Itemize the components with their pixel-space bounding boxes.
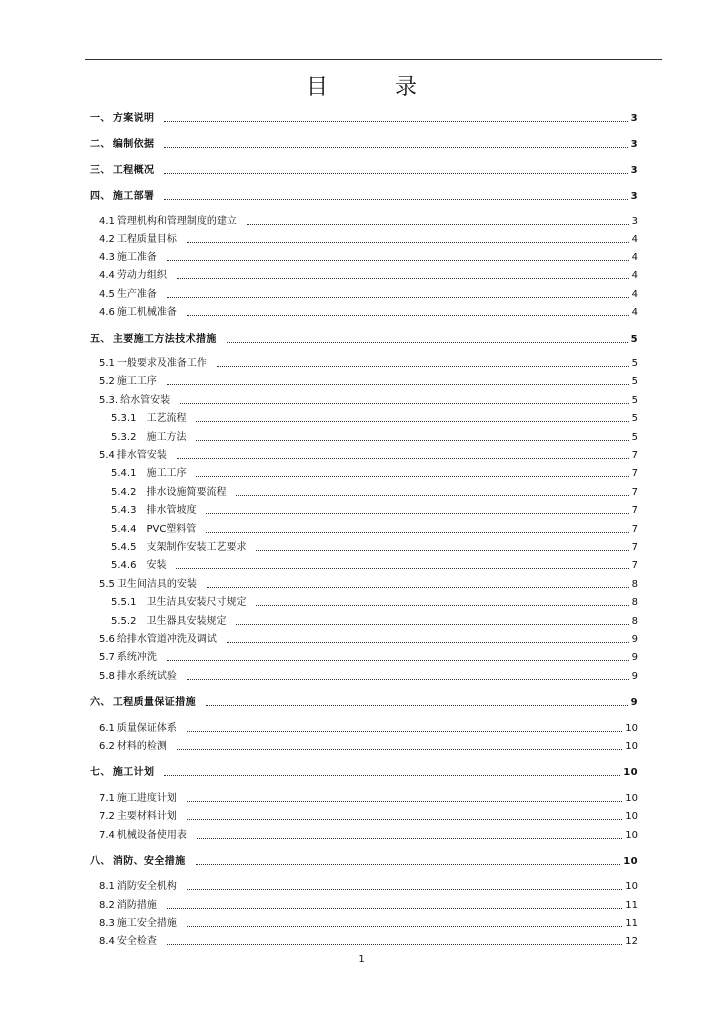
toc-entry[interactable] bbox=[90, 333, 638, 347]
toc-entry-label: PVC塑料管 bbox=[146, 524, 197, 535]
toc-entry-number: 5.5.1 bbox=[111, 597, 137, 608]
toc-entry-number: 5.3.1 bbox=[111, 413, 137, 424]
toc-entry-page: 7 bbox=[631, 487, 638, 498]
toc-entry-page: 3 bbox=[630, 165, 638, 176]
toc-dot-leader bbox=[187, 819, 622, 820]
toc-entry-label: 卫生器具安装规定 bbox=[146, 616, 227, 627]
toc-entry-number: 5.3. bbox=[99, 395, 119, 406]
toc-entry-label: 劳动力组织 bbox=[116, 270, 167, 281]
toc-entry[interactable] bbox=[111, 431, 638, 445]
toc-entry-page: 10 bbox=[623, 856, 638, 867]
toc-entry[interactable] bbox=[111, 412, 638, 426]
toc-entry-number: 三、 bbox=[90, 165, 111, 176]
toc-entry-label: 工程质量保证措施 bbox=[112, 697, 197, 708]
toc-entry[interactable] bbox=[99, 306, 638, 320]
toc-entry-page: 9 bbox=[631, 634, 638, 645]
toc-entry[interactable] bbox=[99, 829, 638, 843]
toc-entry-page: 10 bbox=[625, 793, 638, 804]
toc-entry-page: 8 bbox=[631, 616, 638, 627]
toc-dot-leader bbox=[177, 278, 629, 279]
toc-entry-label: 卫生间洁具的安装 bbox=[116, 579, 197, 590]
toc-dot-leader bbox=[167, 297, 629, 298]
toc-entry-page: 5 bbox=[631, 432, 638, 443]
toc-entry-number: 8.2 bbox=[99, 900, 115, 911]
toc-dot-leader bbox=[187, 315, 629, 316]
toc-entry-page: 9 bbox=[631, 652, 638, 663]
toc-entry-number: 5.4.5 bbox=[111, 542, 137, 553]
document-title: 目 录 bbox=[306, 75, 447, 100]
toc-entry-page: 5 bbox=[631, 358, 638, 369]
toc-entry-page: 7 bbox=[631, 542, 638, 553]
toc-entry[interactable] bbox=[99, 935, 638, 949]
toc-dot-leader bbox=[196, 421, 628, 422]
toc-entry-label: 安装 bbox=[146, 560, 167, 571]
toc-entry-label: 安全检查 bbox=[116, 936, 157, 947]
toc-entry-label: 消防安全机构 bbox=[116, 881, 177, 892]
toc-entry[interactable] bbox=[99, 670, 638, 684]
toc-entry[interactable] bbox=[111, 504, 638, 518]
toc-dot-leader bbox=[187, 242, 629, 243]
toc-entry-number: 5.4.1 bbox=[111, 468, 137, 479]
toc-dot-leader bbox=[167, 384, 629, 385]
toc-entry-number: 5.6 bbox=[99, 634, 115, 645]
toc-dot-leader bbox=[196, 476, 628, 477]
toc-dot-leader bbox=[206, 513, 628, 514]
toc-entry[interactable] bbox=[111, 523, 638, 537]
toc-entry-number: 一、 bbox=[90, 113, 111, 124]
toc-entry-number: 7.2 bbox=[99, 811, 115, 822]
toc-entry-number: 七、 bbox=[90, 767, 111, 778]
toc-entry-page: 4 bbox=[631, 252, 638, 263]
toc-entry[interactable] bbox=[90, 190, 638, 204]
toc-entry-number: 5.4.2 bbox=[111, 487, 137, 498]
toc-entry-label: 生产准备 bbox=[116, 289, 157, 300]
toc-dot-leader bbox=[164, 199, 627, 200]
toc-dot-leader bbox=[247, 224, 629, 225]
toc-entry-number: 4.5 bbox=[99, 289, 115, 300]
toc-entry[interactable] bbox=[99, 357, 638, 371]
toc-dot-leader bbox=[197, 838, 622, 839]
toc-entry-number: 4.2 bbox=[99, 234, 115, 245]
toc-entry[interactable] bbox=[99, 740, 638, 754]
toc-dot-leader bbox=[206, 705, 628, 706]
toc-dot-leader bbox=[176, 568, 628, 569]
toc-entry-label: 施工计划 bbox=[112, 767, 155, 778]
toc-dot-leader bbox=[167, 944, 622, 945]
toc-entry[interactable] bbox=[99, 633, 638, 647]
toc-entry-page: 4 bbox=[631, 307, 638, 318]
toc-entry-number: 5.7 bbox=[99, 652, 115, 663]
toc-entry-number: 5.2 bbox=[99, 376, 115, 387]
toc-entry-number: 4.6 bbox=[99, 307, 115, 318]
toc-dot-leader bbox=[196, 440, 628, 441]
toc-entry[interactable] bbox=[99, 233, 638, 247]
toc-entry-number: 5.4.3 bbox=[111, 505, 137, 516]
toc-entry-number: 8.3 bbox=[99, 918, 115, 929]
toc-entry-page: 10 bbox=[625, 811, 638, 822]
toc-dot-leader bbox=[167, 660, 629, 661]
toc-entry[interactable] bbox=[111, 467, 638, 481]
toc-entry-page: 7 bbox=[631, 560, 638, 571]
toc-dot-leader bbox=[236, 624, 628, 625]
toc-entry[interactable] bbox=[99, 394, 638, 408]
toc-entry-page: 4 bbox=[631, 289, 638, 300]
toc-entry-label: 编制依据 bbox=[112, 139, 155, 150]
toc-entry[interactable] bbox=[111, 596, 638, 610]
toc-entry-page: 5 bbox=[631, 395, 638, 406]
toc-entry-label: 排水设施简要流程 bbox=[146, 487, 227, 498]
toc-entry[interactable] bbox=[90, 112, 638, 126]
toc-entry-page: 4 bbox=[631, 234, 638, 245]
toc-entry-label: 施工机械准备 bbox=[116, 307, 177, 318]
toc-entry[interactable] bbox=[99, 880, 638, 894]
toc-entry-number: 八、 bbox=[90, 856, 111, 867]
toc-entry[interactable] bbox=[99, 810, 638, 824]
toc-dot-leader bbox=[256, 550, 628, 551]
toc-entry-number: 5.8 bbox=[99, 671, 115, 682]
toc-dot-leader bbox=[187, 801, 622, 802]
toc-entry-label: 消防、安全措施 bbox=[112, 856, 186, 867]
toc-entry-number: 4.1 bbox=[99, 216, 115, 227]
toc-entry-number: 5.1 bbox=[99, 358, 115, 369]
toc-entry[interactable] bbox=[99, 651, 638, 665]
toc-dot-leader bbox=[164, 121, 627, 122]
toc-entry-page: 5 bbox=[631, 376, 638, 387]
toc-dot-leader bbox=[177, 458, 629, 459]
toc-entry-page: 10 bbox=[625, 881, 638, 892]
toc-entry-number: 5.4.6 bbox=[111, 560, 137, 571]
toc-entry-label: 给排水管道冲洗及调试 bbox=[116, 634, 217, 645]
toc-dot-leader bbox=[187, 926, 622, 927]
toc-entry-label: 方案说明 bbox=[112, 113, 155, 124]
toc-entry[interactable] bbox=[99, 251, 638, 265]
toc-dot-leader bbox=[177, 749, 622, 750]
toc-entry-label: 工程概况 bbox=[112, 165, 155, 176]
toc-dot-leader bbox=[227, 642, 629, 643]
toc-entry[interactable] bbox=[111, 541, 638, 555]
toc-entry-page: 5 bbox=[631, 413, 638, 424]
toc-entry[interactable] bbox=[99, 722, 638, 736]
toc-entry-number: 6.2 bbox=[99, 741, 115, 752]
toc-entry-page: 9 bbox=[631, 671, 638, 682]
toc-entry-page: 7 bbox=[631, 450, 638, 461]
toc-entry-label: 支架制作安装工艺要求 bbox=[146, 542, 247, 553]
toc-entry-label: 工艺流程 bbox=[146, 413, 187, 424]
toc-entry[interactable] bbox=[99, 375, 638, 389]
toc-entry-number: 5.5.2 bbox=[111, 616, 137, 627]
toc-entry-number: 7.4 bbox=[99, 830, 115, 841]
toc-entry-number: 8.4 bbox=[99, 936, 115, 947]
toc-dot-leader bbox=[187, 889, 622, 890]
toc-entry-page: 3 bbox=[631, 216, 638, 227]
toc-entry-number: 6.1 bbox=[99, 723, 115, 734]
toc-entry-label: 给水管安装 bbox=[120, 395, 171, 406]
toc-entry-label: 一般要求及准备工作 bbox=[116, 358, 207, 369]
toc-entry-page: 4 bbox=[631, 270, 638, 281]
toc-entry-page: 10 bbox=[623, 767, 638, 778]
toc-entry[interactable] bbox=[99, 917, 638, 931]
toc-entry-label: 卫生洁具安装尺寸规定 bbox=[146, 597, 247, 608]
toc-entry[interactable] bbox=[90, 138, 638, 152]
toc-dot-leader bbox=[164, 775, 620, 776]
toc-entry[interactable] bbox=[90, 855, 638, 869]
toc-entry[interactable] bbox=[99, 215, 638, 229]
toc-dot-leader bbox=[187, 731, 622, 732]
toc-entry-label: 材料的检测 bbox=[116, 741, 167, 752]
toc-entry-number: 四、 bbox=[90, 191, 111, 202]
toc-entry-number: 二、 bbox=[90, 139, 111, 150]
toc-entry-label: 机械设备使用表 bbox=[116, 830, 187, 841]
toc-entry-number: 7.1 bbox=[99, 793, 115, 804]
toc-entry-label: 施工方法 bbox=[146, 432, 187, 443]
toc-dot-leader bbox=[187, 679, 629, 680]
toc-entry-page: 3 bbox=[630, 191, 638, 202]
toc-dot-leader bbox=[167, 908, 622, 909]
toc-entry[interactable] bbox=[90, 696, 638, 710]
toc-entry-label: 施工部署 bbox=[112, 191, 155, 202]
toc-dot-leader bbox=[164, 173, 627, 174]
toc-entry-number: 五、 bbox=[90, 334, 111, 345]
toc-entry-page: 3 bbox=[630, 113, 638, 124]
toc-entry-number: 5.4 bbox=[99, 450, 115, 461]
toc-entry-page: 11 bbox=[625, 918, 638, 929]
toc-entry-label: 排水系统试验 bbox=[116, 671, 177, 682]
toc-entry-label: 施工进度计划 bbox=[116, 793, 177, 804]
toc-entry-label: 质量保证体系 bbox=[116, 723, 177, 734]
toc-entry-page: 7 bbox=[631, 505, 638, 516]
toc-entry[interactable] bbox=[111, 615, 638, 629]
toc-entry-label: 施工安全措施 bbox=[116, 918, 177, 929]
toc-entry[interactable] bbox=[90, 164, 638, 178]
toc-entry-label: 工程质量目标 bbox=[116, 234, 177, 245]
toc-entry-label: 主要材料计划 bbox=[116, 811, 177, 822]
toc-entry-label: 主要施工方法技术措施 bbox=[112, 334, 217, 345]
toc-dot-leader bbox=[167, 260, 629, 261]
toc-entry-number: 5.4.4 bbox=[111, 524, 137, 535]
toc-entry[interactable] bbox=[99, 269, 638, 283]
toc-entry-page: 10 bbox=[625, 741, 638, 752]
toc-entry-number: 5.3.2 bbox=[111, 432, 137, 443]
toc-entry[interactable] bbox=[99, 792, 638, 806]
toc-entry-page: 8 bbox=[631, 597, 638, 608]
toc-entry-page: 9 bbox=[630, 697, 638, 708]
toc-dot-leader bbox=[256, 605, 628, 606]
toc-entry[interactable] bbox=[111, 486, 638, 500]
page-number: 1 bbox=[358, 954, 365, 965]
toc-entry-number: 8.1 bbox=[99, 881, 115, 892]
toc-dot-leader bbox=[217, 366, 629, 367]
toc-entry-page: 5 bbox=[630, 334, 638, 345]
toc-entry-page: 7 bbox=[631, 524, 638, 535]
toc-entry-page: 10 bbox=[625, 723, 638, 734]
toc-entry-label: 排水管安装 bbox=[116, 450, 167, 461]
toc-dot-leader bbox=[164, 147, 627, 148]
toc-entry[interactable] bbox=[111, 559, 638, 573]
toc-entry-page: 7 bbox=[631, 468, 638, 479]
toc-entry-page: 12 bbox=[625, 936, 638, 947]
toc-dot-leader bbox=[227, 342, 628, 343]
toc-dot-leader bbox=[207, 587, 629, 588]
toc-entry-label: 消防措施 bbox=[116, 900, 157, 911]
toc-entry-label: 施工工序 bbox=[116, 376, 157, 387]
toc-entry-page: 10 bbox=[625, 830, 638, 841]
toc-entry-number: 4.4 bbox=[99, 270, 115, 281]
toc-entry-number: 4.3 bbox=[99, 252, 115, 263]
toc-dot-leader bbox=[236, 495, 628, 496]
toc-entry[interactable] bbox=[99, 578, 638, 592]
toc-entry[interactable] bbox=[90, 766, 638, 780]
toc-dot-leader bbox=[206, 532, 628, 533]
toc-entry-label: 施工准备 bbox=[116, 252, 157, 263]
toc-dot-leader bbox=[180, 403, 629, 404]
toc-entry-label: 管理机构和管理制度的建立 bbox=[116, 216, 237, 227]
toc-entry-number: 六、 bbox=[90, 697, 111, 708]
toc-entry-label: 系统冲洗 bbox=[116, 652, 157, 663]
toc-entry-number: 5.5 bbox=[99, 579, 115, 590]
toc-dot-leader bbox=[196, 864, 621, 865]
toc-entry-page: 11 bbox=[625, 900, 638, 911]
toc-entry-page: 3 bbox=[630, 139, 638, 150]
toc-entry[interactable] bbox=[99, 899, 638, 913]
toc-entry[interactable] bbox=[99, 288, 638, 302]
toc-entry[interactable] bbox=[99, 449, 638, 463]
toc-entry-page: 8 bbox=[631, 579, 638, 590]
toc-entry-label: 施工工序 bbox=[146, 468, 187, 479]
toc-entry-label: 排水管坡度 bbox=[146, 505, 197, 516]
